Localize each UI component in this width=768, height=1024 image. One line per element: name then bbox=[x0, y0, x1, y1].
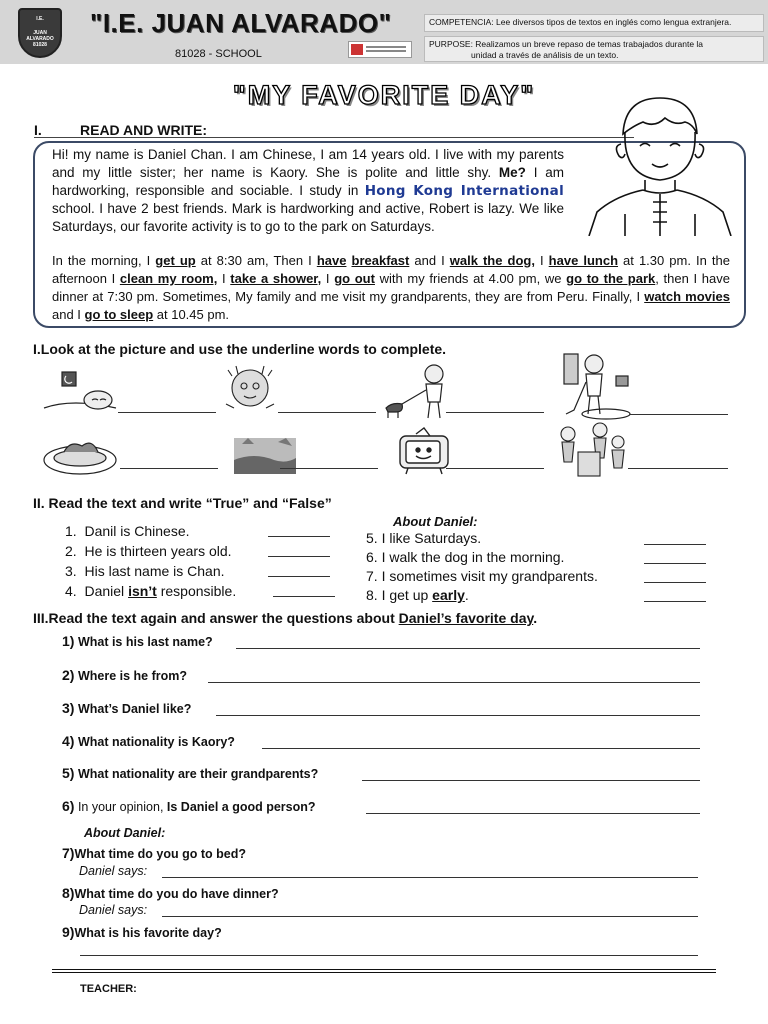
underlined-word: isn’t bbox=[128, 583, 157, 599]
tf-item bbox=[65, 541, 355, 561]
daniel-says-label: Daniel says: bbox=[79, 903, 148, 917]
text-span: and I bbox=[52, 307, 85, 322]
question-number: 1) bbox=[62, 633, 75, 649]
text-span: I bbox=[217, 271, 231, 286]
item-text: Daniel bbox=[84, 583, 129, 599]
item-text: 7. I sometimes visit my grandparents. bbox=[366, 568, 598, 584]
footer-divider bbox=[52, 969, 716, 970]
item-number: 4. bbox=[65, 583, 77, 599]
answer-line[interactable] bbox=[446, 468, 544, 469]
item-text: . bbox=[464, 587, 469, 603]
logo-text: JUAN ALVARADO bbox=[26, 30, 54, 42]
text-span: I bbox=[534, 253, 549, 268]
answer-line[interactable] bbox=[644, 601, 706, 602]
question-number: 2) bbox=[62, 667, 75, 683]
item-text: He is thirteen years old. bbox=[84, 543, 232, 559]
tf-item bbox=[366, 586, 711, 605]
text-span: school. I have 2 best friends. Mark is hardworking and active, Robert is lazy. We like Saturdays, our favorite activity is to go to the park on Saturdays. bbox=[52, 201, 564, 235]
underlined-word: take a shower, bbox=[230, 271, 322, 286]
sleeping-picture bbox=[42, 368, 118, 414]
answer-line[interactable] bbox=[162, 916, 698, 917]
question-text: What is his favorite day? bbox=[74, 926, 222, 940]
question-text: What time do you do have dinner? bbox=[74, 887, 279, 901]
daniel-says-label: Daniel says: bbox=[79, 864, 148, 878]
answer-line[interactable] bbox=[278, 412, 376, 413]
logo-text: I.E. bbox=[36, 16, 44, 22]
text-span: I bbox=[321, 271, 335, 286]
reading-paragraph-1 bbox=[52, 146, 564, 236]
question-text: What’s Daniel like? bbox=[77, 702, 192, 716]
answer-line[interactable] bbox=[262, 748, 700, 749]
walk-dog-picture bbox=[382, 362, 454, 420]
about-daniel-label: About Daniel: bbox=[84, 826, 166, 840]
text-span: Hi! my name is Daniel Chan. I am Chinese, I am 14 years old. I live with my parents and my little sister; her name is Kaory. She is polite and little shy. bbox=[52, 147, 564, 180]
header-bar bbox=[0, 0, 768, 64]
question-number: 8) bbox=[62, 885, 75, 901]
purpose-text: unidad a través de análisis de un texto. bbox=[471, 50, 619, 60]
answer-line[interactable] bbox=[268, 556, 330, 557]
teacher-label: TEACHER: bbox=[80, 983, 137, 995]
underlined-word: breakfast bbox=[351, 253, 410, 268]
answer-line[interactable] bbox=[280, 468, 378, 469]
item-number: 2. bbox=[65, 543, 77, 559]
underlined-word: walk the dog, bbox=[449, 253, 535, 268]
item-text: Danil is Chinese. bbox=[84, 523, 190, 539]
answer-line[interactable] bbox=[366, 813, 700, 814]
breakfast-picture bbox=[42, 426, 120, 478]
heading-text: III.Read the text again and answer the questions about bbox=[33, 610, 399, 626]
competencia-text: COMPETENCIA: Lee diversos tipos de textos en inglés como lengua extranjera. bbox=[429, 17, 732, 27]
tf-item bbox=[366, 567, 711, 586]
reading-paragraph-2 bbox=[52, 252, 730, 324]
school-logo bbox=[18, 8, 62, 58]
section-1-heading bbox=[34, 122, 207, 138]
school-code: 81028 - SCHOOL bbox=[175, 48, 262, 60]
section-2-heading: II. Read the text and write “True” and “False” bbox=[33, 495, 332, 511]
underlined-word: go out bbox=[334, 271, 375, 286]
answer-line[interactable] bbox=[630, 414, 728, 415]
answer-line[interactable] bbox=[118, 412, 216, 413]
item-text: responsible. bbox=[156, 583, 237, 599]
answer-line[interactable] bbox=[628, 468, 728, 469]
pictures-heading: I.Look at the picture and use the underline words to complete. bbox=[33, 341, 447, 357]
underlined-word: early bbox=[432, 587, 465, 603]
question-4 bbox=[62, 733, 235, 749]
tf-item bbox=[366, 529, 711, 548]
question-text: Is Daniel a good person? bbox=[166, 800, 316, 814]
question-text: What time do you go to bed? bbox=[74, 847, 246, 861]
text-span: with my friends at 4.00 pm, we bbox=[374, 271, 567, 286]
text-span: at 10.45 pm. bbox=[153, 307, 230, 322]
tf-item bbox=[65, 561, 355, 581]
answer-line[interactable] bbox=[120, 468, 218, 469]
question-number: 6) bbox=[62, 798, 75, 814]
text-span: at 8:30 am, Then I bbox=[195, 253, 317, 268]
underlined-word: have lunch bbox=[548, 253, 619, 268]
page-title: "MY FAVORITE DAY" bbox=[232, 80, 536, 110]
item-text: 6. I walk the dog in the morning. bbox=[366, 549, 565, 565]
answer-line[interactable] bbox=[216, 715, 700, 716]
tf-item bbox=[65, 521, 355, 541]
school-name-highlight: Hong Kong International bbox=[364, 182, 565, 199]
clean-room-picture bbox=[560, 352, 632, 420]
question-number: 9) bbox=[62, 924, 75, 940]
question-7 bbox=[62, 845, 246, 861]
answer-line[interactable] bbox=[644, 582, 706, 583]
true-false-left-list bbox=[65, 521, 355, 601]
item-text: His last name is Chan. bbox=[84, 563, 225, 579]
underlined-word: go to the park bbox=[566, 271, 656, 286]
answer-line[interactable] bbox=[273, 596, 335, 597]
heading-text: . bbox=[533, 610, 538, 626]
purpose-text: PURPOSE: Realizamos un breve repaso de temas trabajados durante la bbox=[429, 39, 704, 49]
answer-line[interactable] bbox=[446, 412, 544, 413]
section-3-heading bbox=[33, 610, 537, 626]
watch-movies-picture bbox=[396, 426, 452, 476]
underlined-word: go to sleep bbox=[84, 307, 154, 322]
logo-text: 81028 bbox=[33, 42, 47, 48]
answer-line[interactable] bbox=[362, 780, 700, 781]
underlined-word: watch movies bbox=[644, 289, 730, 304]
question-number: 5) bbox=[62, 765, 75, 781]
question-6 bbox=[62, 798, 316, 814]
text-span: at 1.30 pm. In the afternoon I bbox=[52, 253, 730, 286]
question-9 bbox=[62, 924, 222, 940]
answer-line[interactable] bbox=[236, 648, 700, 649]
text-span: Me? bbox=[498, 164, 526, 180]
question-number: 4) bbox=[62, 733, 75, 749]
underlined-word: clean my room, bbox=[119, 271, 218, 286]
text-span: In the morning, I bbox=[52, 253, 156, 268]
answer-line[interactable] bbox=[268, 576, 330, 577]
question-2 bbox=[62, 667, 187, 683]
text-span: and I bbox=[409, 253, 450, 268]
question-8 bbox=[62, 885, 279, 901]
item-text: 5. I like Saturdays. bbox=[366, 530, 482, 546]
heading-underlined: Daniel’s favorite day bbox=[398, 610, 534, 626]
heading-underline bbox=[34, 137, 634, 138]
go-out-friends-picture bbox=[556, 422, 630, 478]
answer-line[interactable] bbox=[644, 563, 706, 564]
true-false-right-list bbox=[366, 529, 711, 605]
section-number: I. bbox=[34, 122, 42, 138]
answer-line[interactable] bbox=[80, 955, 698, 956]
answer-line[interactable] bbox=[268, 536, 330, 537]
item-number: 3. bbox=[65, 563, 77, 579]
boy-illustration bbox=[585, 94, 735, 236]
section-label: READ AND WRITE: bbox=[80, 122, 208, 138]
about-daniel-label: About Daniel: bbox=[393, 514, 478, 529]
answer-line[interactable] bbox=[644, 544, 706, 545]
answer-line[interactable] bbox=[208, 682, 700, 683]
question-text: What nationality are their grandparents? bbox=[77, 767, 319, 781]
underlined-word: get up bbox=[155, 253, 196, 268]
footer-divider bbox=[52, 972, 716, 973]
question-1 bbox=[62, 633, 213, 649]
question-text: What nationality is Kaory? bbox=[77, 735, 235, 749]
question-text: Where is he from? bbox=[77, 669, 187, 683]
competencia-box bbox=[424, 14, 764, 32]
question-number: 7) bbox=[62, 845, 75, 861]
underlined-word: have bbox=[316, 253, 347, 268]
question-text: What is his last name? bbox=[77, 635, 213, 649]
question-number: 3) bbox=[62, 700, 75, 716]
ministry-logo bbox=[348, 41, 412, 58]
purpose-box bbox=[424, 36, 764, 62]
shower-picture bbox=[220, 364, 280, 416]
tf-item bbox=[65, 581, 355, 601]
question-text: In your opinion, bbox=[77, 800, 167, 814]
answer-line[interactable] bbox=[162, 877, 698, 878]
school-name: "I.E. JUAN ALVARADO" bbox=[90, 8, 392, 38]
question-5 bbox=[62, 765, 318, 781]
item-text: 8. I get up bbox=[366, 587, 433, 603]
item-number: 1. bbox=[65, 523, 77, 539]
text-span: I am hardworking, responsible and sociable. I study in bbox=[52, 164, 564, 198]
tf-item bbox=[366, 548, 711, 567]
text-span: , then I have dinner at 7:30 pm. Sometimes, My family and me visit my grandparents, they are from Peru. Finally, I bbox=[52, 271, 730, 304]
question-3 bbox=[62, 700, 191, 716]
